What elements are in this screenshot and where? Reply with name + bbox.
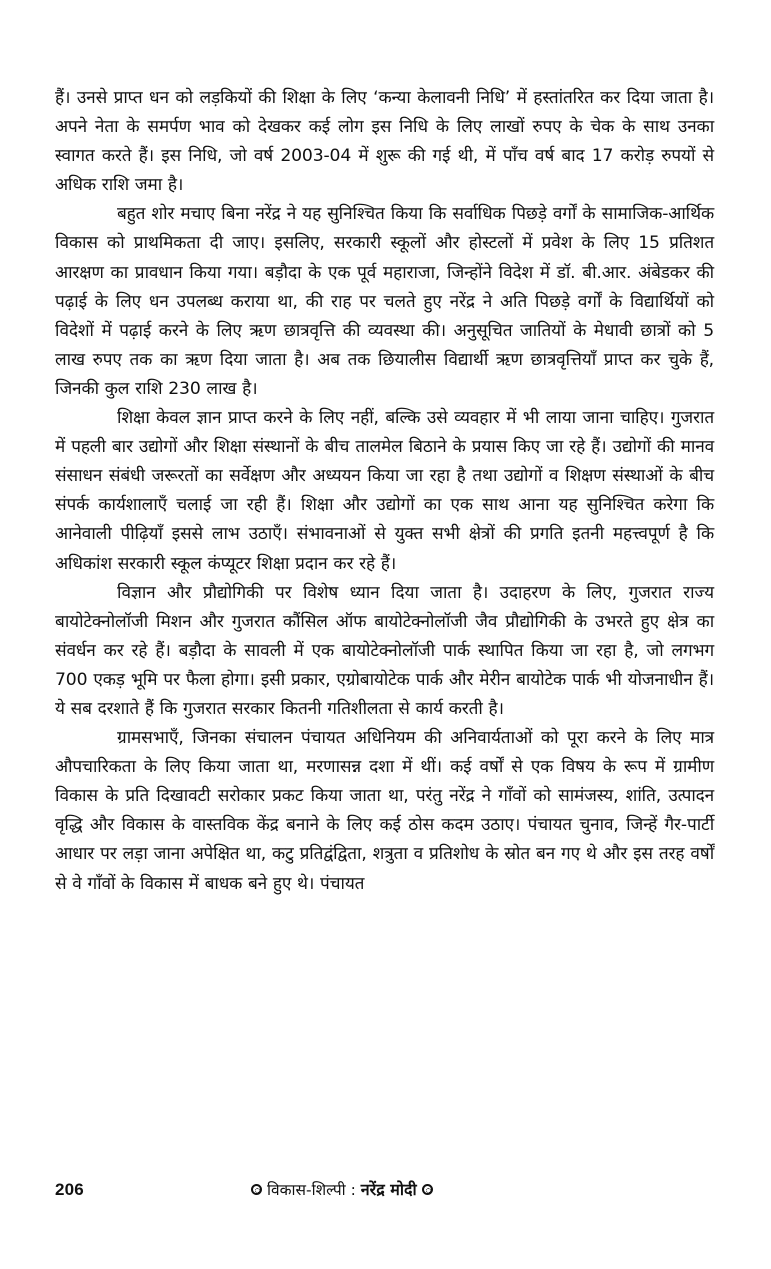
flower-ornament-icon [251, 1184, 262, 1195]
page-footer [55, 1178, 714, 1208]
page-body [55, 84, 714, 899]
paragraph-2: बहुत शोर मचाए बिना नरेंद्र ने यह सुनिश्चित किया कि सर्वाधिक पिछड़े वर्गों के सामाजिक-आर्थिक विकास को प्राथमिकता दी जाए। इसलिए, सरकारी स्कूलों और होस्टलों में प्रवेश के लिए 15 प्रतिशत आरक्षण का प्रावधान किया गया। बड़ौदा के एक पूर्व महाराजा, जिन्होंने विदेश में डॉ. बी.आर. अंबेडकर की पढ़ाई के लिए धन उपलब्ध कराया था, की राह पर चलते हुए नरेंद्र ने अति पिछड़े वर्गों के विद्यार्थियों को विदेशों में पढ़ाई करने के लिए ऋण छात्रवृत्ति की व्यवस्था की। अनुसूचित जातियों के मेधावी छात्रों को 5 लाख रुपए तक का ऋण दिया जाता है। अब तक छियालीस विद्यार्थी ऋण छात्रवृत्तियाँ प्राप्त कर चुके हैं, जिनकी कुल राशि 230 लाख है। [55, 204, 714, 399]
author-name: नरेंद्र मोदी [360, 1180, 417, 1199]
paragraph-1: हैं। उनसे प्राप्त धन को लड़कियों की शिक्षा के लिए ‘कन्या केलावनी निधि’ में हस्तांतरित कर दिया जाता है। अपने नेता के समर्पण भाव को देखकर कई लोग इस निधि के लिए लाखों रुपए के चेक के साथ उनका स्वागत करते हैं। इस निधि, जो वर्ष 2003-04 में शुरू की गई थी, में पाँच वर्ष बाद 17 करोड़ रुपयों से अधिक राशि जमा है। [55, 88, 714, 196]
flower-ornament-icon [422, 1184, 433, 1195]
book-title: विकास-शिल्पी : [267, 1181, 356, 1199]
paragraph-4: विज्ञान और प्रौद्योगिकी पर विशेष ध्यान दिया जाता है। उदाहरण के लिए, गुजरात राज्य बायोटेक्नोलॉजी मिशन और गुजरात कौंसिल ऑफ बायोटेक्नोलॉजी जैव प्रौद्योगिकी के उभरते हुए क्षेत्र का संवर्धन कर रहे हैं। बड़ौदा के सावली में एक बायोटेक्नोलॉजी पार्क स्थापित किया जा रहा है, जो लगभग 700 एकड़ भूमि पर फैला होगा। इसी प्रकार, एग्रोबायोटेक पार्क और मेरीन बायोटेक पार्क भी योजनाधीन हैं। ये सब दरशाते हैं कि गुजरात सरकार कितनी गतिशीलता से कार्य करती है। [55, 582, 714, 719]
paragraph-3: शिक्षा केवल ज्ञान प्राप्त करने के लिए नहीं, बल्कि उसे व्यवहार में भी लाया जाना चाहिए। गुजरात में पहली बार उद्योगों और शिक्षा संस्थानों के बीच तालमेल बिठाने के प्रयास किए जा रहे हैं। उद्योगों की मानव संसाधन संबंधी जरूरतों का सर्वेक्षण और अध्ययन किया जा रहा है तथा उद्योगों व शिक्षण संस्थाओं के बीच संपर्क कार्यशालाएँ चलाई जा रही हैं। शिक्षा और उद्योगों का एक साथ आना यह सुनिश्चित करेगा कि आनेवाली पीढ़ियाँ इससे लाभ उठाएँ। संभावनाओं से युक्त सभी क्षेत्रों की प्रगति इतनी महत्त्वपूर्ण है कि अधिकांश सरकारी स्कूल कंप्यूटर शिक्षा प्रदान कर रहे हैं। [55, 408, 714, 574]
running-title [251, 1178, 433, 1200]
page-number: 206 [55, 1180, 84, 1199]
paragraph-5: ग्रामसभाएँ, जिनका संचालन पंचायत अधिनियम की अनिवार्यताओं को पूरा करने के लिए मात्र औपचारिकता के लिए किया जाता था, मरणासन्न दशा में थीं। कई वर्षों से एक विषय के रूप में ग्रामीण विकास के प्रति दिखावटी सरोकार प्रकट किया जाता था, परंतु नरेंद्र ने गाँवों को सामंजस्य, शांति, उत्पादन वृद्धि और विकास के वास्तविक केंद्र बनाने के लिए कई ठोस कदम उठाए। पंचायत चुनाव, जिन्हें गैर-पार्टी आधार पर लड़ा जाना अपेक्षित था, कटु प्रतिद्वंद्विता, शत्रुता व प्रतिशोध के स्रोत बन गए थे और इस तरह वर्षों से वे गाँवों के विकास में बाधक बने हुए थे। पंचायत [55, 728, 714, 894]
